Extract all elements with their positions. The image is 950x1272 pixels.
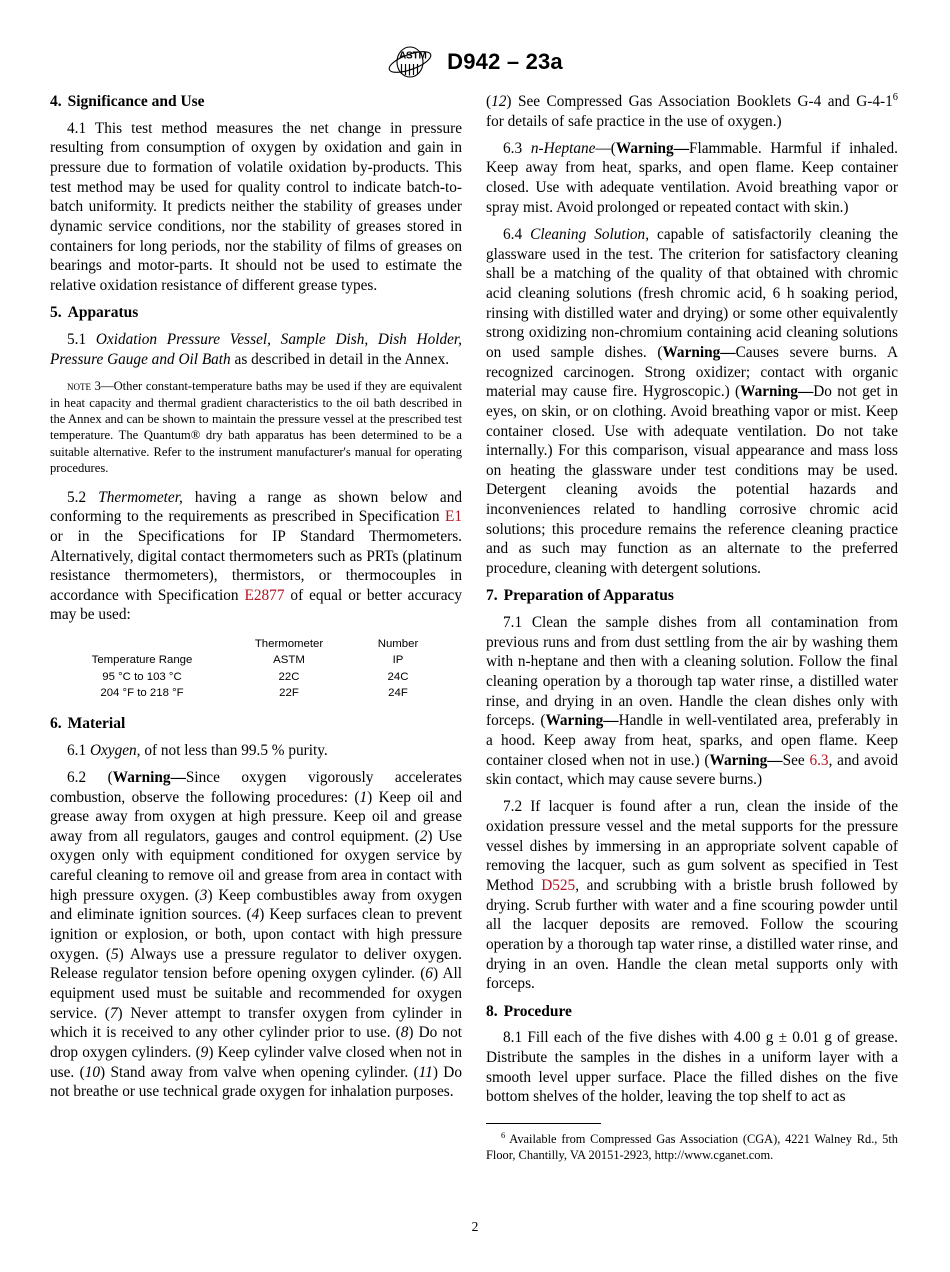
- warning-label: Warning—: [545, 712, 619, 730]
- table-group-thermometer: Thermometer: [254, 638, 324, 651]
- footnote-text: Available from Compressed Gas Association (CGA), 4221 Walney Rd., 5th Floor, Chantilly, VA 20151-2923, http://www.cganet.com.: [486, 1132, 898, 1162]
- paragraph-text-5-1: as described in detail in the Annex.: [230, 350, 450, 368]
- table-cell-ip-celsius: 24C: [387, 670, 409, 683]
- section-title-6: Material: [67, 714, 126, 732]
- paragraph-text-8-1: Fill each of the five dishes with 4.00 g ± 0.01 g of grease. Distribute the samples in the dishes in a uniform layer with a smooth level upper surface. Place the filled dishes on the five bottom shelves of the holder, leaving the top shelf to act as: [486, 1029, 898, 1106]
- paragraph-text-7-1-d: , and avoid skin contact, which may cause severe burns.): [486, 751, 898, 789]
- section-heading-5: [50, 303, 462, 323]
- document-designation: D942 – 23a: [447, 49, 563, 74]
- right-column: [486, 92, 898, 1163]
- paragraph-7-1: [486, 613, 898, 790]
- paragraph-6-3-term: n-Heptane: [530, 139, 596, 157]
- paragraph-5-1-term: Oxidation Pressure Vessel, Sample Dish, Dish Holder, Pressure Gauge and Oil Bath: [50, 331, 462, 368]
- paragraph-text-6-2-a: Since oxygen vigorously accelerates combustion, observe the following procedures: (: [50, 768, 462, 806]
- item-12-number: 12: [491, 93, 507, 110]
- warning-item-number-10: 10: [84, 1063, 100, 1081]
- table-cell-ip-fahrenheit: 24F: [388, 686, 408, 699]
- table-header-astm: ASTM: [273, 654, 305, 667]
- thermometer-table: [56, 636, 446, 701]
- table-cell-astm-celsius: 22C: [278, 670, 300, 683]
- footnote-block: [486, 1123, 898, 1163]
- warning-item-list: [50, 789, 462, 1101]
- section-title-7: Preparation of Apparatus: [503, 587, 674, 605]
- paragraph-7-2: [486, 797, 898, 994]
- xref-6-3[interactable]: 6.3: [809, 751, 829, 769]
- warning-item-number-2: 2: [419, 827, 428, 845]
- paragraph-text-5-2-c: of equal or better accuracy may be used:: [50, 586, 462, 624]
- paragraph-number-6-3: 6.3: [503, 139, 523, 157]
- table-header-ip: IP: [392, 654, 404, 667]
- paragraph-6-1: [50, 741, 462, 761]
- paragraph-text-6-4-a: capable of satisfactorily cleaning the glassware used in the test. The criterion for satisfactory cleaning shall be a matching of the quality of that obtained with chromic acid cleaning solutions (fresh chromic acid, 6 h soaking period, rinsing with distilled water and drying) or some other equivalently strong oxidizing non-chromium containing acid cleaning solutions on used sample dishes. (: [486, 225, 898, 361]
- left-column: [50, 92, 462, 1102]
- warning-item-number-4: 4: [251, 906, 260, 924]
- note-3: [50, 378, 462, 476]
- paragraph-number-4-1: 4.1: [67, 119, 87, 137]
- section-heading-6: [50, 714, 462, 734]
- paragraph-5-2: [50, 488, 462, 626]
- section-heading-4: [50, 92, 462, 112]
- paragraph-text-4-1: This test method measures the net change in pressure resulting from consumption of oxygen by oxidation and gain in pressure due to formation of volatile oxidation by-products. This test method may be used for quality control to indicate batch-to-batch uniformity. It predicts neither the stability of greases under dynamic service conditions, nor the stability of greases stored in containers for long periods, nor the stability of films of greases on bearings and motor-parts. It should not be used to estimate the relative oxidation resistance of different grease types.: [50, 119, 462, 295]
- section-title-8: Procedure: [503, 1002, 572, 1020]
- table-group-header-row: [56, 636, 446, 652]
- section-number-6: 6.: [50, 714, 62, 732]
- table-cell-range-fahrenheit: 204 °F to 218 °F: [100, 686, 184, 699]
- paragraph-text-7-2-b: , and scrubbing with a bristle brush followed by drying. Scrub further with water and a fine scouring powder until all the lacquer deposits are removed. Follow the scouring operation by a thorough tap water rinse, a distilled water rinse, and drying in an oven. Handle the clean metal supports only with forceps.: [486, 877, 899, 993]
- paragraph-text-7-1-b: Handle in well-ventilated area, preferably in a hood. Keep away from heat, sparks, and open flame. Keep container closed when not in use.) (: [486, 712, 898, 769]
- table-cell-astm-fahrenheit: 22F: [279, 686, 299, 699]
- footnote-marker-6: 6: [892, 91, 898, 103]
- paragraph-text-6-4-b: Causes severe burns. A recognized carcinogen. Strong oxidizer; contact with organic material may cause fire. Hygroscopic.) (: [486, 343, 898, 401]
- note-text: —Other constant-temperature baths may be used if they are equivalent in heat capacity and thermal gradient characteristics to the oil bath described in the Annex and can be shown to maintain the pressure vessel at the prescribed test temperature. The Quantum® dry bath apparatus has been determined to be a suitable alternative. Refer to the instrument manufacturer's manual for operating procedures.: [50, 379, 462, 476]
- table-group-number: Number: [377, 638, 419, 651]
- paragraph-text-7-1-c: See: [782, 751, 810, 769]
- warning-item-text-4: ) Keep surfaces clean to prevent ignition or explosion, or both, upon contact with high pressure oxygen. (: [50, 906, 463, 963]
- paragraph-6-3-dash: —(: [595, 139, 616, 157]
- paragraph-text-7-2-a: If lacquer is found after a run, clean the inside of the oxidation pressure vessel and the metal supports for the pressure vessel dishes by immersing in an appropriate solvent capable of removing the lacquer, such as gum solvent as specified in Test Method: [486, 798, 898, 895]
- paragraph-text-5-2-b: or in the Specifications for IP Standard Thermometers. Alternatively, digital contact thermometers such as PRTs (platinum resistance thermometers), thermistors, or thermocouples in accordance with Specification: [50, 527, 462, 604]
- paragraph-text-5-2-a: having a range as shown below and conforming to the requirements as prescribed in Specification: [50, 488, 462, 526]
- warning-item-text-6: ) All equipment used must be suitable and recommended for oxygen service. (: [50, 965, 462, 1022]
- section-number-8: 8.: [486, 1002, 498, 1020]
- warning-item-text-8: ) Do not drop oxygen cylinders. (: [50, 1024, 462, 1062]
- warning-item-text-5: ) Always use a pressure regulator to deliver oxygen. Release regulator tension before opening oxygen cylinder. (: [50, 945, 462, 983]
- svg-text:S: S: [406, 50, 413, 62]
- warning-item-number-5: 5: [110, 945, 119, 963]
- warning-label: Warning—: [740, 383, 814, 401]
- footnote-number: 6: [501, 1129, 506, 1140]
- paragraph-number-5-2: 5.2: [67, 488, 87, 506]
- section-title-5: Apparatus: [67, 304, 139, 322]
- table-row: [56, 685, 446, 701]
- warning-item-number-3: 3: [199, 886, 208, 904]
- warning-label: Warning—: [662, 343, 736, 361]
- xref-e1[interactable]: E1: [445, 508, 462, 526]
- paragraph-text-6-1: of not less than 99.5 % purity.: [140, 741, 328, 759]
- paragraph-number-7-2: 7.2: [503, 798, 523, 816]
- paragraph-text-6-4-c: Do not get in eyes, on skin, or on clothing. Avoid breathing vapor or mist. Keep container closed. Use with adequate ventilation. Do not take internally.) For this comparison, visual appearance and mass loss on heating the glassware under test conditions may be used. Detergent cleaning avoids the potential hazards and inconveniences related to handling corrosive chromic acid solutions; this procedure remains the reference cleaning practice and as such may function as an alternate to the preferred procedure, cleaning with detergent solutions.: [486, 383, 898, 578]
- paragraph-6-4: [486, 225, 898, 579]
- warning-item-number-8: 8: [400, 1024, 409, 1042]
- paragraph-6-3: [486, 139, 898, 218]
- section-title-4: Significance and Use: [67, 93, 205, 110]
- xref-e2877[interactable]: E2877: [244, 586, 285, 604]
- paragraph-6-2-continuation: [486, 92, 898, 131]
- xref-d525[interactable]: D525: [541, 877, 576, 895]
- footnote-6: [486, 1131, 898, 1163]
- paragraph-8-1: [486, 1028, 898, 1107]
- paragraph-6-2: [50, 768, 462, 1102]
- warning-item-number-11: 11: [418, 1063, 433, 1081]
- warning-item-number-6: 6: [425, 965, 433, 983]
- warning-item-number-9: 9: [200, 1044, 209, 1062]
- paragraph-number-6-4: 6.4: [503, 225, 523, 243]
- warning-item-text-11: ) Do not breathe or use technical grade oxygen for inhalation purposes.: [50, 1063, 462, 1101]
- paragraph-6-4-term: Cleaning Solution,: [530, 225, 650, 243]
- table-group-blank: [56, 636, 228, 652]
- warning-item-text-2: ) Use oxygen only with equipment conditioned for oxygen service by careful cleaning to remove oil and grease from area in contact with high pressure oxygen. (: [50, 827, 462, 904]
- paragraph-6-2-open-paren: (: [107, 768, 113, 786]
- note-number: 3: [94, 379, 101, 394]
- paragraph-number-6-1: 6.1: [67, 741, 87, 759]
- table-header-row: [56, 652, 446, 668]
- section-number-7: 7.: [486, 587, 498, 605]
- warning-item-text-10: ) Stand away from valve when opening cylinder. (: [99, 1063, 419, 1081]
- footnote-separator-rule: [486, 1123, 601, 1124]
- warning-item-text-9: ) Keep cylinder valve closed when not in use. (: [50, 1044, 462, 1081]
- paragraph-number-8-1: 8.1: [503, 1029, 523, 1047]
- section-number-5: 5.: [50, 304, 62, 322]
- paragraph-4-1: [50, 119, 462, 296]
- warning-label: Warning—: [112, 768, 186, 786]
- warning-label: Warning—: [615, 139, 689, 157]
- warning-item-number-1: 1: [359, 788, 368, 806]
- paragraph-5-2-term: Thermometer,: [98, 488, 183, 506]
- section-number-4: 4.: [50, 93, 62, 110]
- item-12-tail: for details of safe practice in the use of oxygen.): [486, 112, 782, 130]
- warning-item-text-7: ) Never attempt to transfer oxygen from cylinder in which it is received to any other cylinder prior to use. (: [50, 1004, 463, 1042]
- svg-text:T: T: [412, 50, 419, 62]
- section-heading-7: [486, 586, 898, 606]
- table-cell-range-celsius: 95 °C to 103 °C: [102, 670, 182, 683]
- warning-item-text-1: ) Keep oil and grease away from oxygen at high pressure. Keep oil and grease away from all regulators, gauges and control equipment. (: [50, 788, 462, 845]
- astm-logo-icon: [387, 42, 433, 82]
- item-12-text: ) See Compressed Gas Association Booklets G-4 and G-4-1: [506, 93, 893, 110]
- paragraph-5-1: [50, 330, 462, 369]
- table-row: [56, 669, 446, 685]
- note-label: note: [67, 379, 91, 394]
- item-12-open-paren: (: [486, 93, 492, 110]
- paragraph-number-6-2: 6.2: [67, 768, 87, 786]
- paragraph-number-5-1: 5.1: [67, 331, 87, 349]
- paragraph-6-1-term: Oxygen,: [89, 741, 141, 759]
- page-header: [0, 42, 950, 82]
- paragraph-text-6-3: Flammable. Harmful if inhaled. Keep away from heat, sparks, and open flame. Keep container closed. Use with adequate ventilation. Avoid breathing vapor or spray mist. Avoid prolonged or repeated contact with skin.): [486, 139, 898, 216]
- page-number: 2: [471, 1219, 479, 1234]
- warning-label: Warning—: [709, 751, 783, 769]
- svg-text:M: M: [418, 50, 427, 62]
- table-header-temperature-range: Temperature Range: [91, 654, 193, 667]
- paragraph-number-7-1: 7.1: [503, 614, 523, 632]
- paragraph-text-7-1-a: Clean the sample dishes from all contamination from previous runs and from dust settling from the air by washing them with n-heptane and then with a cleaning solution. Follow the final cleaning operation by a thorough tap water rinse, a distilled water rinse, and drying in an oven. Handle the clean dishes only with forceps. (: [486, 614, 899, 730]
- warning-item-number-7: 7: [109, 1004, 118, 1022]
- section-heading-8: [486, 1002, 898, 1022]
- svg-text:A: A: [399, 50, 407, 62]
- warning-item-text-3: ) Keep combustibles away from oxygen and eliminate ignition sources. (: [50, 886, 462, 924]
